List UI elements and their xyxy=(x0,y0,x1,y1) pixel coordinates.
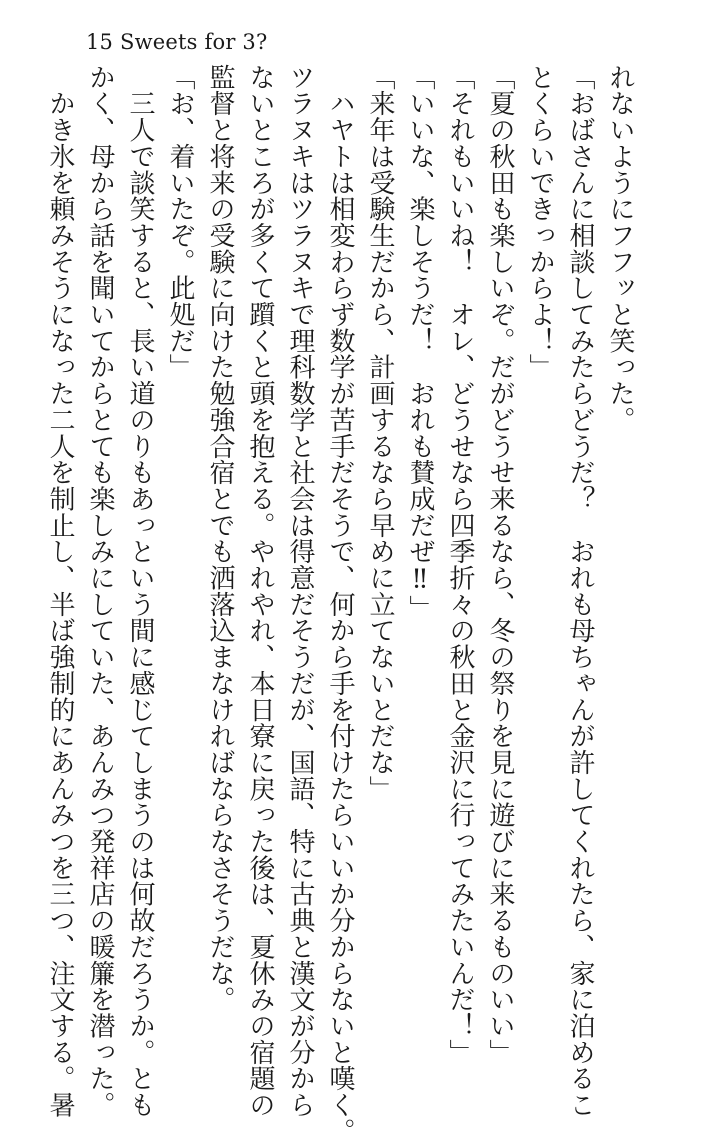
text-column-2: 「おばさんに相談してみたらどうだ？ おれも母ちゃんが許してくれたら、家に泊めるこ xyxy=(565,64,595,1118)
text-column-3: とくらいできっからよ！」 xyxy=(525,64,555,381)
text-column-5: 「それもいいね！ オレ、どうせなら四季折々の秋田と金沢に行ってみたいんだ！」 xyxy=(445,64,475,1066)
text-column-12: 「お、着いたぞ。此処だ」 xyxy=(165,64,195,381)
text-column-13: 三人で談笑すると、長い道のりもあっという間に感じてしまうのは何故だろうか。とも xyxy=(125,64,155,1118)
text-column-9: ツラヌキはツラヌキで理科数学と社会は得意だそうだが、国語、特に古典と漢文が分から xyxy=(285,64,315,1118)
text-column-8: ハヤトは相変わらず数学が苦手だそうで、何から手を付けたらいいか分からないと嘆く。 xyxy=(325,64,355,1144)
text-column-7: 「来年は受験生だから、計画するなら早めに立てないとだな」 xyxy=(365,64,395,802)
vertical-text-block xyxy=(45,64,640,1144)
text-column-11: 監督と将来の受験に向けた勉強合宿とでも洒落込まなければならなさそうだな。 xyxy=(205,64,235,1013)
text-column-6: 「いいな、楽しそうだ！ おれも賛成だぜ‼」 xyxy=(405,64,435,622)
text-column-14: かく、母から話を聞いてからとても楽しみにしていた、あんみつ発祥店の暖簾を潜った。 xyxy=(85,64,115,1118)
text-column-1: れないようにフフッと笑った。 xyxy=(605,64,635,433)
text-column-15: かき氷を頼みそうになった二人を制止し、半ば強制的にあんみつを三つ、注文する。暑 xyxy=(45,64,75,1118)
running-title: 15 Sweets for 3? xyxy=(86,30,268,54)
text-column-10: ないところが多くて躓くと頭を抱える。やれやれ、本日寮に戻った後は、夏休みの宿題の xyxy=(245,64,275,1118)
text-column-4: 「夏の秋田も楽しいぞ。だがどうせ来るなら、冬の祭りを見に遊びに来るものいい」 xyxy=(485,64,515,1066)
